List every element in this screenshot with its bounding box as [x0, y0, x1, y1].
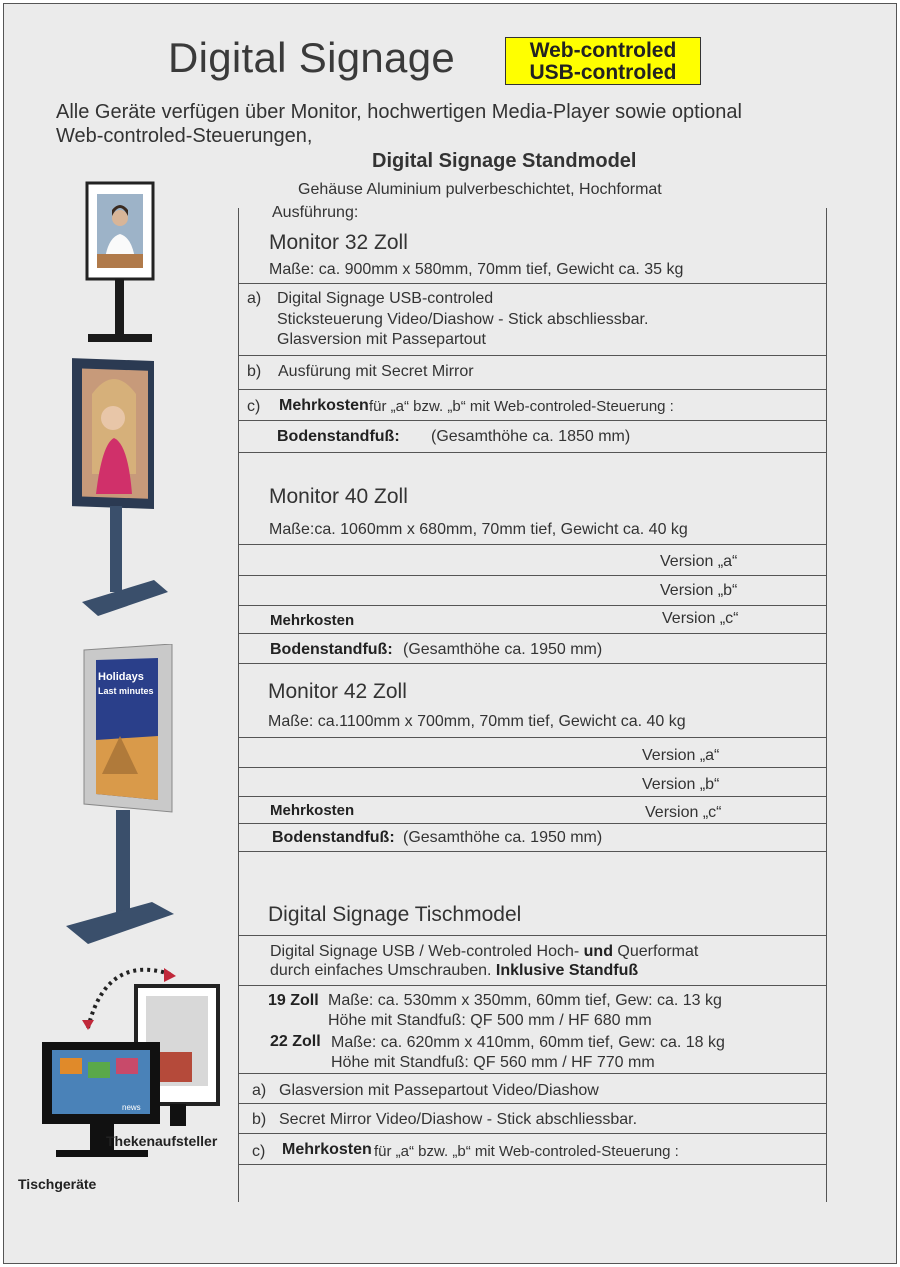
divider [238, 355, 826, 356]
divider [238, 663, 826, 664]
tisch-a-text: Glasversion mit Passepartout Video/Diashow [279, 1082, 599, 1099]
m40-stand-text: (Gesamthöhe ca. 1950 mm) [403, 641, 603, 658]
tisch-a-label: a) [252, 1082, 267, 1099]
m42-version-b: Version „b“ [642, 776, 720, 793]
tisch-19-line1: Maße: ca. 530mm x 350mm, 60mm tief, Gew: ca. 13 kg [328, 992, 722, 1009]
tisch-desc-und: und [583, 943, 613, 960]
tisch-19-bold: 19 Zoll [268, 992, 319, 1009]
m42-dims: Maße: ca.1100mm x 700mm, 70mm tief, Gewicht ca. 40 kg [268, 713, 686, 730]
m42-version-a: Version „a“ [642, 747, 720, 764]
m40-version-a: Version „a“ [660, 553, 738, 570]
divider [238, 605, 826, 606]
divider [238, 1164, 826, 1165]
divider [238, 575, 826, 576]
m40-extra: Mehrkosten [270, 612, 355, 629]
table-label: Tischgeräte [18, 1176, 97, 1192]
m42-extra: Mehrkosten [270, 802, 355, 819]
m40-stand-bold: Bodenstandfuß: [270, 641, 393, 658]
tisch-c-bold: Mehrkosten [282, 1141, 372, 1158]
tisch-desc-line2 [270, 962, 638, 980]
m42-title: Monitor 42 Zoll [268, 680, 407, 703]
table-left-border [238, 208, 239, 1202]
m32-c-label: c) [247, 398, 261, 415]
stand-42-image [62, 644, 178, 950]
m32-b-label: b) [247, 363, 262, 380]
divider [238, 1133, 826, 1134]
m32-a-line1: Digital Signage USB-controled [277, 290, 494, 307]
m32-stand-bold: Bodenstandfuß: [277, 428, 400, 445]
news-label: news [122, 1103, 141, 1112]
divider [238, 1103, 826, 1104]
m40-title: Monitor 40 Zoll [269, 485, 408, 508]
m42-version-c: Version „c“ [645, 804, 722, 821]
control-badge [505, 37, 701, 85]
stand-40-image [68, 354, 172, 624]
divider [238, 420, 826, 421]
holidays-line-2: Last minutes [98, 686, 154, 696]
m32-a-label: a) [247, 290, 262, 307]
divider [238, 452, 826, 453]
divider [238, 737, 826, 738]
m40-version-c: Version „c“ [662, 610, 739, 627]
tisch-desc-line1 [270, 943, 698, 961]
divider [238, 1073, 826, 1074]
m32-c-bold: Mehrkosten [279, 397, 369, 414]
divider [238, 767, 826, 768]
m42-stand-text: (Gesamthöhe ca. 1950 mm) [403, 829, 603, 846]
tisch-desc-line2-a: durch einfaches Umschrauben. [270, 962, 492, 979]
divider [238, 283, 826, 284]
table-right-border [826, 208, 827, 1202]
tisch-b-label: b) [252, 1111, 267, 1128]
badge-line-web: Web-controled [529, 39, 677, 62]
m32-a-line3: Glasversion mit Passepartout [277, 331, 486, 348]
standmodel-execution: Ausführung: [272, 204, 359, 221]
m32-b-text: Ausfürung mit Secret Mirror [278, 363, 474, 380]
tisch-19-line2: Höhe mit Standfuß: QF 500 mm / HF 680 mm [328, 1012, 652, 1029]
m32-dims: Maße: ca. 900mm x 580mm, 70mm tief, Gewicht ca. 35 kg [269, 261, 684, 278]
counter-label: Thekenaufsteller [106, 1133, 218, 1149]
tisch-heading: Digital Signage Tischmodel [268, 903, 522, 926]
m32-title: Monitor 32 Zoll [269, 231, 408, 254]
tisch-desc-line2-bold: Inklusive Standfuß [495, 962, 639, 979]
tisch-b-text: Secret Mirror Video/Diashow - Stick abschliessbar. [279, 1111, 638, 1128]
badge-line-usb: USB-controled [529, 61, 677, 84]
standmodel-heading: Digital Signage Standmodel [372, 150, 637, 172]
divider [238, 389, 826, 390]
tisch-22-line2: Höhe mit Standfuß: QF 560 mm / HF 770 mm [331, 1054, 655, 1071]
tisch-desc-line1-b: Querformat [617, 943, 699, 960]
m40-dims: Maße:ca. 1060mm x 680mm, 70mm tief, Gewicht ca. 40 kg [269, 521, 688, 538]
divider [238, 935, 826, 936]
m32-stand-text: (Gesamthöhe ca. 1850 mm) [431, 428, 631, 445]
m40-version-b: Version „b“ [660, 582, 738, 599]
m32-a-line2: Sticksteuerung Video/Diashow - Stick abschliessbar. [277, 311, 649, 328]
page-title: Digital Signage [168, 34, 456, 81]
tisch-c-label: c) [252, 1143, 266, 1160]
divider [238, 796, 826, 797]
divider [238, 633, 826, 634]
intro-line-2: Web-controled-Steuerungen, [56, 125, 313, 147]
tisch-22-bold: 22 Zoll [270, 1033, 321, 1050]
m32-c-text: für „a“ bzw. „b“ mit Web-controled-Steuerung : [369, 398, 674, 415]
m42-stand-bold: Bodenstandfuß: [272, 829, 395, 846]
holidays-line-1: Holidays [98, 671, 144, 683]
stand-32-image [84, 180, 156, 346]
divider [238, 544, 826, 545]
tisch-desc-line1-a: Digital Signage USB / Web-controled Hoch- [270, 943, 580, 960]
intro-line-1: Alle Geräte verfügen über Monitor, hochwertigen Media-Player sowie optional [56, 101, 742, 123]
divider [238, 823, 826, 824]
intro-text [56, 100, 856, 148]
divider [238, 985, 826, 986]
divider [238, 851, 826, 852]
tisch-c-text: für „a“ bzw. „b“ mit Web-controled-Steuerung : [374, 1143, 679, 1160]
tisch-22-line1: Maße: ca. 620mm x 410mm, 60mm tief, Gew: ca. 18 kg [331, 1034, 725, 1051]
standmodel-housing: Gehäuse Aluminium pulverbeschichtet, Hochformat [298, 181, 662, 198]
